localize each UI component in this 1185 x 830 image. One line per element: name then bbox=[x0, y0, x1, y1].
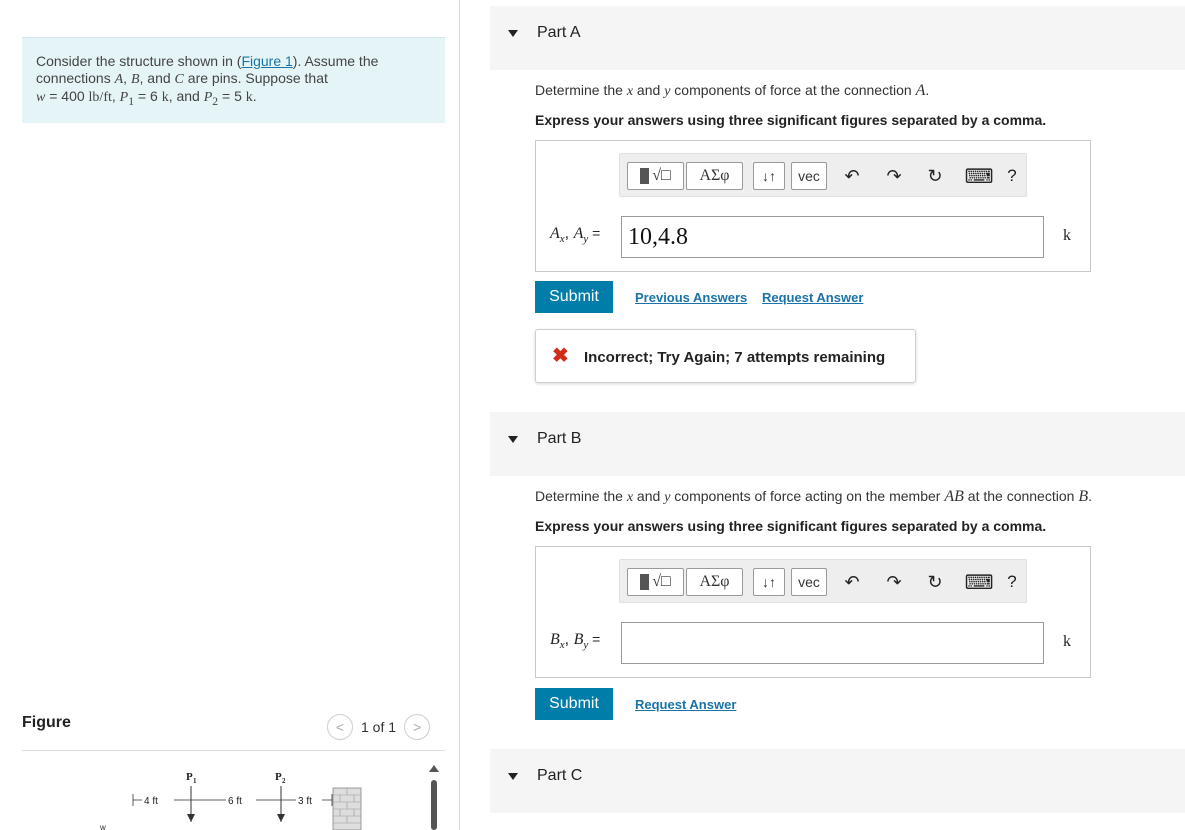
reset-icon[interactable]: ↻ bbox=[927, 571, 943, 592]
structure-figure bbox=[100, 762, 370, 830]
part-b-request-answer-link[interactable]: Request Answer bbox=[635, 697, 737, 712]
p2-label-sub: 2 bbox=[282, 777, 286, 785]
var-ab: AB bbox=[944, 488, 964, 505]
question-text: components of force at the connection bbox=[670, 82, 916, 98]
part-a-request-answer-link[interactable]: Request Answer bbox=[762, 290, 864, 305]
templates-button[interactable] bbox=[627, 568, 684, 596]
vec-icon: vec bbox=[798, 168, 820, 184]
var-b: B bbox=[550, 631, 560, 648]
part-c-title: Part C bbox=[537, 767, 583, 784]
problem-text: . bbox=[252, 88, 257, 104]
part-a-question bbox=[535, 82, 929, 100]
sqrt-icon: √□ bbox=[652, 167, 671, 184]
problem-text: connections bbox=[36, 70, 115, 86]
redo-icon[interactable]: ↷ bbox=[886, 571, 902, 592]
feedback-message: Incorrect; Try Again; 7 attempts remaining bbox=[584, 349, 886, 366]
figure-next-button[interactable] bbox=[404, 714, 430, 740]
greek-button[interactable] bbox=[686, 568, 743, 596]
part-b-question bbox=[535, 488, 1092, 506]
question-text: and bbox=[633, 488, 665, 504]
part-a-answer-label bbox=[550, 225, 600, 245]
math-toolbar bbox=[619, 559, 1027, 603]
dim-6ft: 6 ft bbox=[228, 796, 242, 807]
figure-prev-button[interactable] bbox=[327, 714, 353, 740]
part-b-header[interactable] bbox=[490, 412, 1185, 476]
caret-down-icon bbox=[508, 30, 518, 37]
column-divider bbox=[459, 0, 460, 830]
previous-answers-link[interactable]: Previous Answers bbox=[635, 290, 748, 305]
greek-button[interactable] bbox=[686, 162, 743, 190]
greek-icon: ΑΣφ bbox=[699, 573, 730, 590]
problem-text: Consider the structure shown in ( bbox=[36, 53, 242, 69]
part-a-title: Part A bbox=[537, 24, 581, 41]
p1-value: = 6 bbox=[134, 88, 162, 104]
figure-link[interactable]: Figure 1 bbox=[241, 53, 293, 69]
arrows-icon: ↓↑ bbox=[762, 574, 776, 590]
var-w: w bbox=[36, 90, 46, 105]
question-text: Determine the bbox=[535, 82, 627, 98]
problem-text: , bbox=[123, 70, 131, 86]
sub-y: y bbox=[583, 639, 589, 652]
p2-label: P bbox=[275, 771, 282, 783]
arrows-icon: ↓↑ bbox=[762, 168, 776, 184]
var-y: y bbox=[664, 84, 671, 99]
chevron-right-icon: > bbox=[412, 719, 422, 735]
figure-divider bbox=[22, 750, 445, 751]
part-a-feedback bbox=[535, 329, 916, 383]
cursor-block-icon bbox=[640, 168, 649, 184]
part-b-answer-label bbox=[550, 631, 600, 651]
var-c: C bbox=[174, 72, 184, 87]
dim-3ft: 3 ft bbox=[298, 796, 312, 807]
p1-label-sub: 1 bbox=[193, 777, 197, 785]
reset-icon[interactable]: ↻ bbox=[927, 165, 943, 186]
subscript-button[interactable] bbox=[753, 568, 785, 596]
help-icon[interactable]: ? bbox=[1007, 572, 1017, 591]
vec-button[interactable] bbox=[791, 162, 827, 190]
subscript-button[interactable] bbox=[753, 162, 785, 190]
part-a-header[interactable] bbox=[490, 6, 1185, 70]
part-a-answer-input[interactable]: 10,4.8 bbox=[621, 216, 1044, 258]
figure-counter: 1 of 1 bbox=[361, 719, 397, 735]
templates-button[interactable] bbox=[627, 162, 684, 190]
scroll-thumb[interactable] bbox=[431, 780, 437, 830]
math-toolbar bbox=[619, 153, 1027, 197]
var-b: B bbox=[573, 631, 584, 648]
keyboard-icon[interactable]: ⌨ bbox=[964, 165, 994, 188]
figure-title: Figure bbox=[22, 714, 71, 731]
part-b-unit: k bbox=[1063, 633, 1071, 650]
part-a-answer-box bbox=[535, 140, 1091, 272]
var-x: x bbox=[626, 490, 634, 505]
p1-unit: k bbox=[161, 90, 169, 105]
greek-icon: ΑΣφ bbox=[699, 167, 730, 184]
question-text: . bbox=[1088, 488, 1092, 504]
undo-icon[interactable]: ↶ bbox=[844, 165, 860, 186]
dim-4ft: 4 ft bbox=[144, 796, 158, 807]
p1-arrowhead bbox=[187, 814, 195, 822]
var-a: A bbox=[915, 82, 926, 99]
var-p2-sub: 2 bbox=[212, 94, 219, 108]
label-sep: , bbox=[564, 631, 574, 648]
var-p1: P bbox=[119, 90, 129, 105]
problem-text: , and bbox=[139, 70, 175, 86]
p2-unit: k bbox=[245, 90, 253, 105]
w-unit: lb/ft bbox=[88, 90, 112, 105]
label-sep: , bbox=[564, 225, 574, 242]
figure-scrollbar[interactable] bbox=[428, 762, 440, 830]
part-b-instructions: Express your answers using three significant figures separated by a comma. bbox=[535, 518, 1047, 534]
part-a-submit-button[interactable]: Submit bbox=[535, 281, 613, 313]
question-text: components of force acting on the member bbox=[670, 488, 945, 504]
figure-edge-mark: w bbox=[100, 823, 106, 830]
label-eq: = bbox=[588, 225, 601, 241]
problem-text: , and bbox=[168, 88, 204, 104]
var-p1-sub: 1 bbox=[128, 94, 135, 108]
p1-label: P bbox=[186, 771, 193, 783]
p2-value: = 5 bbox=[218, 88, 246, 104]
left-panel bbox=[0, 0, 460, 830]
figure-navigation bbox=[327, 714, 430, 740]
part-b-answer-input[interactable] bbox=[621, 622, 1044, 664]
part-a-instructions: Express your answers using three significant figures separated by a comma. bbox=[535, 112, 1047, 128]
problem-text: , bbox=[111, 88, 120, 104]
part-c-header[interactable] bbox=[490, 749, 1185, 813]
question-text: at the connection bbox=[963, 488, 1079, 504]
question-text: Determine the bbox=[535, 488, 627, 504]
var-b: B bbox=[1078, 488, 1089, 505]
sqrt-icon: √□ bbox=[652, 573, 671, 590]
var-a: A bbox=[573, 225, 584, 242]
part-b-answer-box bbox=[535, 546, 1091, 678]
caret-down-icon bbox=[508, 773, 518, 780]
chevron-left-icon: < bbox=[335, 719, 345, 735]
var-p2: P bbox=[203, 90, 213, 105]
redo-icon[interactable]: ↷ bbox=[886, 165, 902, 186]
sub-x: x bbox=[559, 639, 565, 652]
part-a-unit: k bbox=[1063, 227, 1071, 244]
scroll-up-icon[interactable] bbox=[429, 765, 439, 772]
problem-text: ). Assume the bbox=[292, 53, 379, 69]
p2-arrowhead bbox=[277, 814, 285, 822]
part-b-title: Part B bbox=[537, 430, 582, 447]
problem-text: are pins. Suppose that bbox=[183, 70, 328, 86]
undo-icon[interactable]: ↶ bbox=[844, 571, 860, 592]
vec-button[interactable] bbox=[791, 568, 827, 596]
var-a: A bbox=[550, 225, 560, 242]
part-b-submit-button[interactable]: Submit bbox=[535, 688, 613, 720]
sub-y: y bbox=[583, 233, 589, 246]
label-eq: = bbox=[588, 631, 601, 647]
incorrect-icon: ✖ bbox=[552, 345, 569, 367]
var-y: y bbox=[664, 490, 671, 505]
question-text: and bbox=[633, 82, 665, 98]
help-icon[interactable]: ? bbox=[1007, 166, 1017, 185]
question-text: . bbox=[925, 82, 930, 98]
vec-icon: vec bbox=[798, 574, 820, 590]
var-x: x bbox=[626, 84, 634, 99]
var-b: B bbox=[130, 72, 140, 87]
w-value: = 400 bbox=[45, 88, 89, 104]
keyboard-icon[interactable]: ⌨ bbox=[964, 571, 994, 594]
cursor-block-icon bbox=[640, 574, 649, 590]
var-a: A bbox=[114, 72, 124, 87]
sub-x: x bbox=[559, 233, 565, 246]
problem-statement bbox=[22, 37, 445, 123]
caret-down-icon bbox=[508, 436, 518, 443]
